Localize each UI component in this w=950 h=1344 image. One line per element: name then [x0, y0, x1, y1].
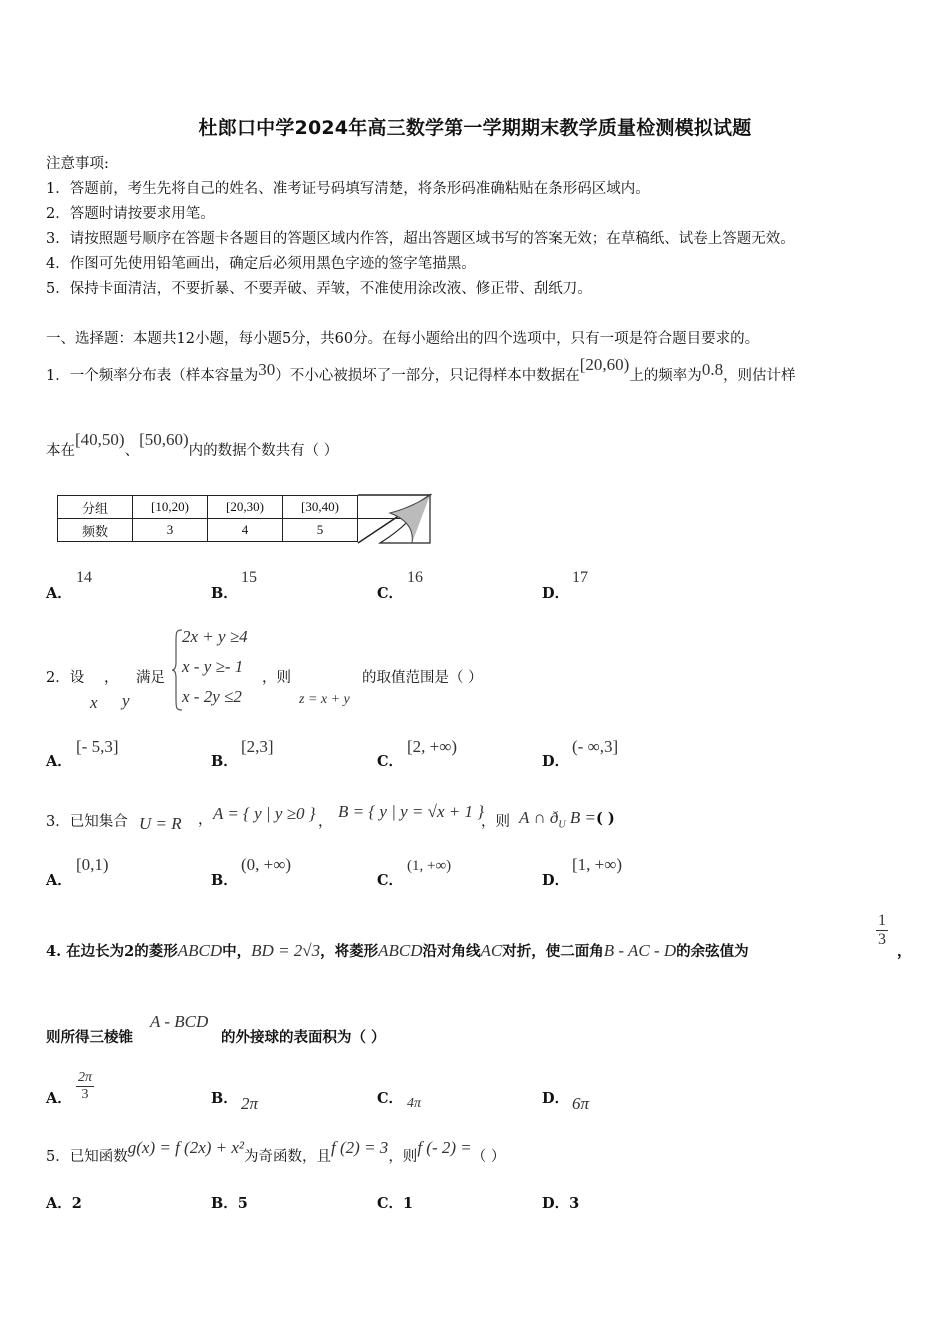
- q1-interval: [20,60): [579, 355, 630, 374]
- q5-text: ，则: [388, 1149, 418, 1165]
- q3-text-2: ，: [198, 812, 213, 828]
- q2-text-4: ，则: [262, 670, 291, 686]
- q1-text: ）不小心被损坏了一部分，只记得样本中数据在: [275, 368, 580, 384]
- q4-rhombus: ABCD: [378, 941, 423, 960]
- q4-fraction: [876, 912, 888, 949]
- page-title: 杜郎口中学2024年高三数学第一学期期末教学质量检测模拟试题: [198, 117, 752, 139]
- q3-option-c-label: C．: [377, 872, 404, 889]
- q4-option-d-label: D．: [542, 1090, 570, 1107]
- note-item-5: 5．保持卡面清洁，不要折暴、不要弄破、弄皱，不准使用涂改液、修正带、刮纸刀。: [46, 281, 592, 297]
- q5-query: f (- 2) =: [417, 1138, 472, 1157]
- q4-text: 中，: [222, 943, 252, 960]
- q4-line1: [46, 940, 749, 961]
- q5-line: [46, 1138, 506, 1166]
- q1-text: ，则估计样: [723, 368, 796, 384]
- q2-option-b-value: [2,3]: [241, 737, 274, 756]
- table-cell: 5: [283, 519, 358, 542]
- q5-option-a: [46, 1192, 82, 1213]
- note-item-3: 3．请按照题号顺序在答题卡各题目的答题区域内作答，超出答题区域书写的答案无效；在草稿纸、试卷上答题无效。: [46, 231, 795, 247]
- q2-objective: z = x + y: [299, 692, 350, 707]
- q1-option-b-label: B．: [211, 585, 238, 602]
- q3-option-d-value: [1, +∞): [572, 855, 623, 874]
- note-item-1: 1．答题前，考生先将自己的姓名、准考证号码填写清楚，将条形码准确粘贴在条形码区域内。: [46, 181, 650, 197]
- q4-tetrahedron: A - BCD: [150, 1012, 209, 1031]
- q4-text: ，将菱形: [320, 943, 379, 960]
- q5-option-b-value: 5: [237, 1195, 248, 1212]
- q4-option-a-value: [76, 1070, 94, 1103]
- q1-sample-size: 30: [258, 360, 276, 379]
- q2-var-y: y: [122, 691, 130, 710]
- q1-line1: [46, 355, 796, 385]
- table-cell: [20,30): [208, 496, 283, 519]
- q3-text-3: ，: [318, 814, 333, 830]
- q5-option-a-label: A．: [46, 1195, 72, 1212]
- q2-text-5: 的取值范围是（ ）: [362, 670, 483, 686]
- q1-option-a-label: A．: [46, 585, 72, 602]
- q2-text-1: 2．设: [46, 670, 85, 686]
- q1-option-c-value: 16: [407, 569, 423, 586]
- q4-rhombus: ABCD: [177, 941, 223, 960]
- q3-option-c-value: (1, +∞): [407, 858, 452, 874]
- q1-interval: [50,60): [139, 430, 189, 449]
- q1-text: 内的数据个数共有（ ）: [188, 443, 339, 459]
- table-cell: 3: [133, 519, 208, 542]
- q3-expr-sub: U: [558, 819, 566, 831]
- q4-option-d-value: 6π: [572, 1094, 590, 1113]
- q1-option-a-value: 14: [76, 569, 92, 586]
- q4-option-a-num: 2π: [78, 1070, 93, 1085]
- q5-option-d-value: 3: [569, 1195, 580, 1212]
- q4-option-b-value: 2π: [241, 1094, 259, 1113]
- table-cell: 4: [208, 519, 283, 542]
- q4-dihedral: B - AC - D: [603, 941, 677, 960]
- notes-heading: 注意事项:: [46, 156, 109, 172]
- table-cell: 频数: [58, 519, 133, 542]
- q4-option-a-den: 3: [81, 1087, 89, 1102]
- q1-text: 1．一个频率分布表（样本容量为: [46, 368, 259, 384]
- q5-option-c-label: C．: [377, 1195, 404, 1212]
- q3-option-a-label: A．: [46, 872, 72, 889]
- q2-option-c-value: [2, +∞): [407, 737, 458, 756]
- q5-option-d: [542, 1192, 579, 1213]
- q5-text: 为奇函数，且: [244, 1149, 332, 1165]
- note-item-4: 4．作图可先使用铅笔画出，确定后必须用黑色字迹的签字笔描黑。: [46, 256, 476, 272]
- q2-constraint-3: x - 2y ≤2: [182, 687, 242, 706]
- q4-text-7: ，: [897, 943, 912, 960]
- q5-option-b-label: B．: [211, 1195, 238, 1212]
- table-cell: 分组: [58, 496, 133, 519]
- q3-expr-part: B =: [565, 808, 596, 827]
- q2-constraint-2: x - y ≥- 1: [182, 657, 244, 676]
- q3-option-d-label: D．: [542, 872, 570, 889]
- q1-option-b-value: 15: [241, 569, 257, 586]
- q1-frequency: 0.8: [701, 360, 724, 379]
- q2-option-d-label: D．: [542, 753, 570, 770]
- q3-universal-set: U = R: [139, 814, 182, 833]
- q3-text-5: ( ): [596, 810, 615, 827]
- q2-option-a-label: A．: [46, 753, 72, 770]
- q3-option-a-value: [0,1): [76, 855, 109, 874]
- q2-option-d-value: (- ∞,3]: [572, 737, 619, 756]
- q4-text-9: 的外接球的表面积为（ ）: [221, 1029, 386, 1046]
- q3-expression: [519, 808, 596, 830]
- q4-text: 对折，使二面角: [502, 943, 604, 960]
- q1-option-d-label: D．: [542, 585, 570, 602]
- q4-text: 沿对角线: [422, 943, 481, 960]
- q2-constraint-1: 2x + y ≥4: [182, 627, 248, 646]
- q5-text: 5．已知函数: [46, 1149, 128, 1165]
- q2-option-b-label: B．: [211, 753, 238, 770]
- q1-interval: [40,50): [75, 430, 125, 449]
- q1-option-d-value: 17: [572, 569, 588, 586]
- q4-option-c-value: 4π: [407, 1096, 422, 1111]
- q1-line2: [46, 430, 339, 460]
- q5-option-b: [211, 1192, 248, 1213]
- q2-text-2: ，: [104, 670, 119, 686]
- q2-option-c-label: C．: [377, 753, 404, 770]
- q4-fraction-den: 3: [878, 931, 886, 948]
- q2-text-3: 满足: [136, 670, 165, 686]
- torn-corner-graphic: [356, 493, 432, 545]
- q5-function: g(x) = f (2x) + x²: [127, 1138, 245, 1157]
- q3-text-4: ，则: [481, 814, 510, 830]
- q5-option-c: [377, 1192, 413, 1213]
- q4-option-a-label: A．: [46, 1090, 72, 1107]
- q5-option-a-value: 2: [71, 1195, 82, 1212]
- q2-option-a-value: [- 5,3]: [76, 737, 119, 756]
- q1-option-c-label: C．: [377, 585, 404, 602]
- q3-set-b: B = { y | y = √x + 1 }: [338, 802, 485, 821]
- q1-text: 上的频率为: [629, 368, 702, 384]
- q5-option-d-label: D．: [542, 1195, 570, 1212]
- q5-text: （ ）: [471, 1149, 506, 1165]
- q4-text-8: 则所得三棱锥: [46, 1029, 133, 1046]
- q1-text: 、: [124, 443, 140, 459]
- q3-set-a: A = { y | y ≥0 }: [213, 804, 316, 823]
- q4-fraction-num: 1: [878, 912, 886, 929]
- q4-option-b-label: B．: [211, 1090, 238, 1107]
- q4-diagonal: BD = 2√3: [251, 941, 321, 960]
- q3-expr-part: A ∩ ð: [519, 808, 559, 827]
- q3-text-1: 3．已知集合: [46, 814, 128, 830]
- q4-text: 4. 在边长为2的菱形: [46, 943, 178, 960]
- table-cell: [30,40): [283, 496, 358, 519]
- q4-diagonal-ac: AC: [480, 941, 503, 960]
- q1-text: 本在: [46, 443, 75, 459]
- section-heading: 一、选择题：本题共12小题，每小题5分，共60分。在每小题给出的四个选项中，只有一项是符合题目要求的。: [46, 331, 760, 347]
- q5-condition: f (2) = 3: [331, 1138, 389, 1157]
- q5-option-c-value: 1: [403, 1195, 414, 1212]
- table-cell: [10,20): [133, 496, 208, 519]
- q4-option-c-label: C．: [377, 1090, 404, 1107]
- note-item-2: 2．答题时请按要求用笔。: [46, 206, 215, 222]
- q4-text: 的余弦值为: [676, 943, 749, 960]
- q2-var-x: x: [90, 693, 98, 712]
- q3-option-b-label: B．: [211, 872, 238, 889]
- q3-option-b-value: (0, +∞): [241, 855, 292, 874]
